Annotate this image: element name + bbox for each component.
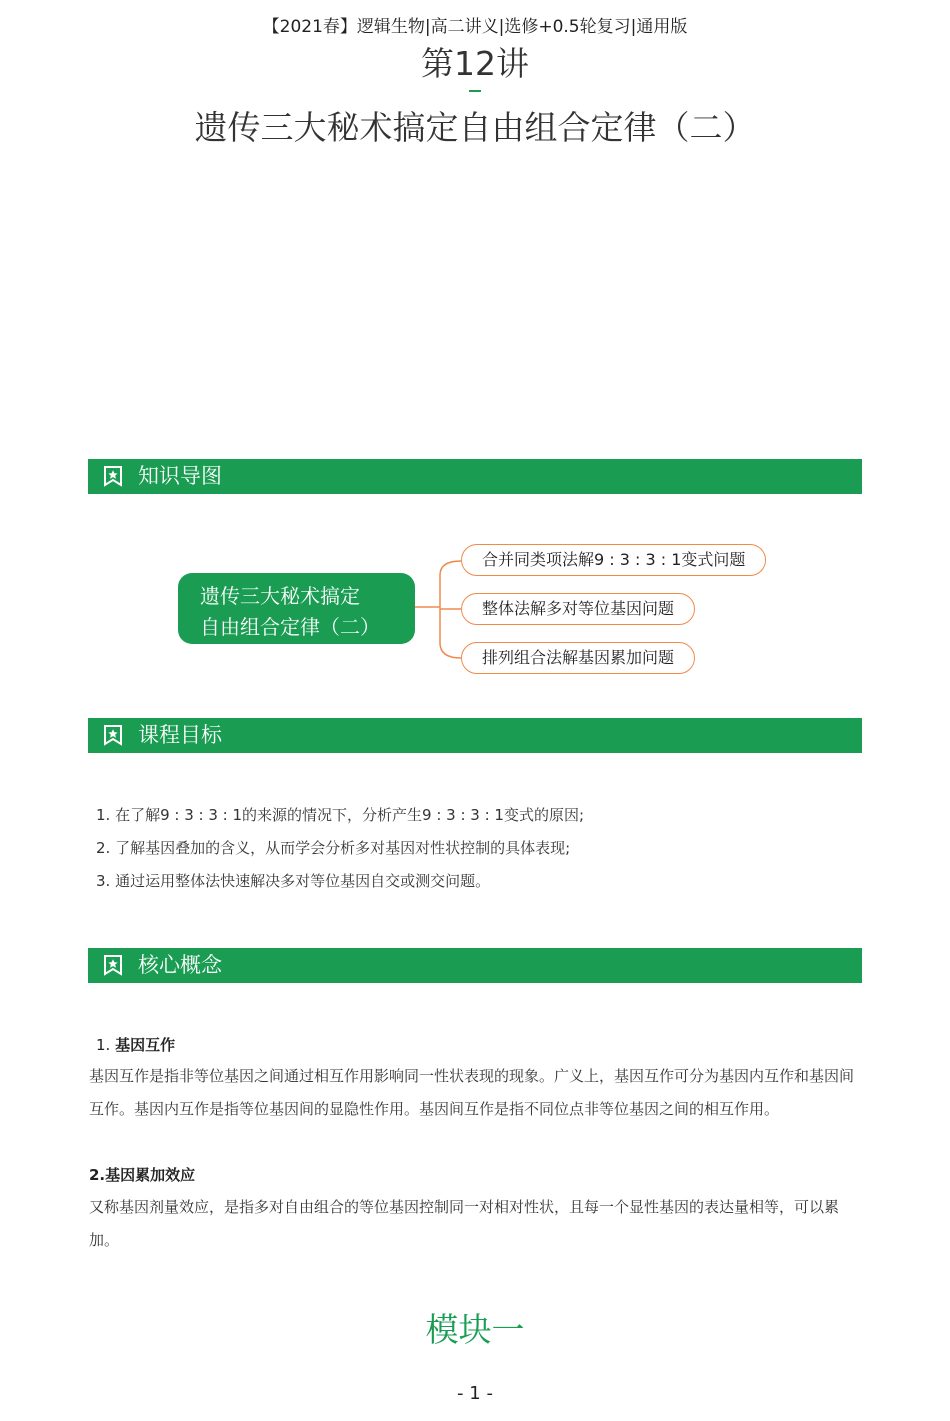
section-bar-knowledge-map	[88, 459, 862, 494]
concept-number: 1.	[96, 1036, 111, 1054]
section-title: 知识导图	[138, 464, 222, 488]
section-bar-core-concepts	[88, 948, 862, 983]
lecture-title: 遗传三大秘术搞定自由组合定律（二）	[194, 108, 756, 147]
section-title: 核心概念	[138, 953, 222, 977]
module-title: 模块一	[425, 1310, 525, 1349]
mind-map-root-line1: 遗传三大秘术搞定	[200, 584, 360, 608]
mind-map-root	[178, 573, 415, 644]
goal-item: 3. 通过运用整体法快速解决多对等位基因自交或测交问题。	[96, 872, 491, 890]
concept-title: 基因互作	[115, 1036, 176, 1054]
section-bar-course-goals	[88, 718, 862, 753]
concept-body-additive-effect: 又称基因剂量效应，是指多对自由组合的等位基因控制同一对相对性状，且每一个显性基因的表达量相等，可以累加。	[89, 1198, 840, 1249]
mind-map-root-line2: 自由组合定律（二）	[200, 615, 380, 639]
mind-map-branch: 排列组合法解基因累加问题	[461, 642, 695, 674]
page-number: - 1 -	[457, 1383, 493, 1404]
lecture-number: 第12讲	[421, 44, 529, 83]
concept-body-gene-interaction: 基因互作是指非等位基因之间通过相互作用影响同一性状表现的现象。广义上，基因互作可分为基因内互作和基因间互作。基因内互作是指等位基因间的显隐性作用。基因间互作是指不同位点非等位基因之间的相互作用。	[89, 1067, 855, 1118]
bookmark-star-icon	[102, 465, 124, 487]
title-divider	[469, 90, 481, 92]
concept-heading-gene-interaction	[96, 1034, 175, 1055]
mind-map-branch: 合并同类项法解9 : 3 : 3 : 1变式问题	[461, 544, 766, 576]
bookmark-star-icon	[102, 954, 124, 976]
goal-item: 2. 了解基因叠加的含义，从而学会分析多对基因对性状控制的具体表现;	[96, 839, 571, 857]
goal-item: 1. 在了解9 : 3 : 3 : 1的来源的情况下，分析产生9 : 3 : 3 : 1变式的原因;	[96, 806, 585, 824]
mind-map-branch: 整体法解多对等位基因问题	[461, 593, 695, 625]
running-header: 【2021春】逻辑生物|高二讲义|选修+0.5轮复习|通用版	[262, 17, 688, 37]
bookmark-star-icon	[102, 724, 124, 746]
section-title: 课程目标	[138, 723, 222, 747]
concept-heading-additive-effect: 2.基因累加效应	[89, 1166, 196, 1184]
